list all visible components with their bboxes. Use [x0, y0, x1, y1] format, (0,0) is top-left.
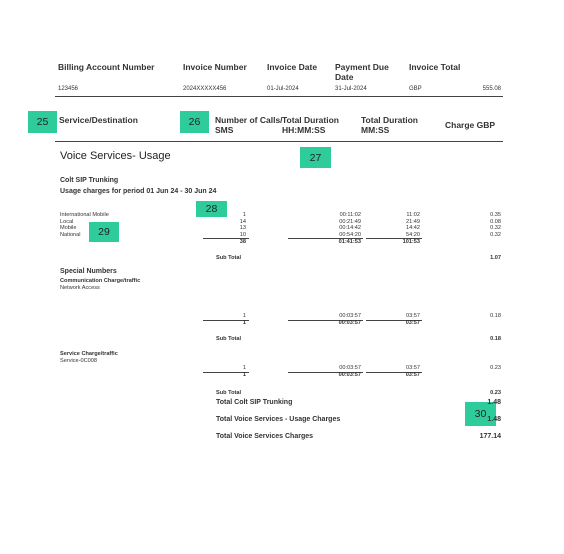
invoice-total: 555.08: [482, 86, 501, 92]
row-ms: 14:42: [406, 225, 420, 231]
special-total-calls: 1: [242, 320, 246, 326]
special-ms: 03:57: [406, 313, 420, 319]
service-hms: 00:03:57: [339, 365, 361, 371]
colt-calls-col: [230, 212, 246, 238]
row-calls: 10: [239, 231, 246, 238]
row-ms: 54:20: [406, 231, 420, 238]
special-charge: 0.18: [490, 313, 501, 319]
colt-row-names: [60, 212, 109, 238]
service-ms: 03:57: [406, 365, 420, 371]
special-row-name: Network Access: [60, 285, 100, 291]
header-divider: [55, 96, 503, 97]
marker-28: 28: [196, 201, 227, 217]
row-calls: 1: [242, 212, 246, 218]
payment-due-line1: Payment Due: [335, 62, 389, 72]
total-colt-value: 1.48: [487, 399, 501, 406]
billing-account-number-label: Billing Account Number: [58, 62, 155, 72]
col-ms-line1: Total Duration: [361, 115, 418, 125]
service-subtotal-label: Sub Total: [216, 390, 242, 396]
payment-due-line2: Date: [335, 72, 354, 82]
row-charge: 0.08: [490, 218, 501, 225]
colt-total-hms: 01:41:53: [338, 239, 361, 245]
colt-total-calls: 38: [239, 239, 246, 245]
col-calls-sms: [215, 115, 283, 135]
service-calls: 1: [242, 365, 246, 371]
total-voice-label: Total Voice Services Charges: [216, 433, 314, 440]
col-hms-line2: HH:MM:SS: [282, 125, 326, 135]
colt-title: Colt SIP Trunking: [60, 177, 119, 184]
special-total-hms: 00:03:57: [338, 320, 361, 326]
col-hms-line1: Total Duration: [282, 115, 339, 125]
row-name: Mobile: [60, 225, 77, 231]
row-calls: 14: [239, 218, 246, 225]
invoice-number-label: Invoice Number: [183, 62, 247, 72]
row-name: International Mobile: [60, 212, 109, 218]
colt-ms-col: [400, 212, 420, 238]
row-hms: 00:21:49: [339, 218, 361, 225]
currency: GBP: [409, 86, 422, 92]
row-charge: 0.32: [490, 231, 501, 238]
row-calls: 13: [239, 225, 246, 231]
marker-29: 29: [89, 222, 119, 242]
service-charge-title: Service Charge/traffic: [60, 351, 118, 357]
colt-period: Usage charges for period 01 Jun 24 - 30 Jun 24: [60, 188, 217, 195]
marker-25: 25: [28, 111, 57, 133]
service-total-calls: 1: [242, 372, 246, 378]
row-hms: 00:14:42: [339, 225, 361, 231]
payment-due-date-label: [335, 62, 389, 82]
special-total-ms: 03:57: [405, 320, 420, 326]
total-voice-value: 177.14: [479, 433, 501, 440]
row-ms: 21:49: [406, 218, 420, 225]
row-hms: 00:11:02: [339, 212, 361, 218]
col-calls-line1: Number of Calls/: [215, 115, 283, 125]
invoice-total-label: Invoice Total: [409, 62, 461, 72]
billing-account-number: 123456: [58, 86, 79, 92]
row-charge: 0.32: [490, 225, 501, 231]
special-title: Special Numbers: [60, 268, 117, 275]
total-usage-value: 1.48: [487, 416, 501, 423]
special-subtitle: Communication Charge/traffic: [60, 278, 141, 284]
invoice-date-label: Invoice Date: [267, 62, 318, 72]
invoice-date: 01-Jul-2024: [267, 86, 299, 92]
colt-total-ms: 101:53: [402, 239, 420, 245]
col-calls-line2: SMS: [215, 125, 234, 135]
marker-27: 27: [300, 147, 331, 168]
service-total-ms: 03:57: [405, 372, 420, 378]
service-charge-row-name: Service-0C008: [60, 358, 97, 364]
invoice-number: 2024XXXXX456: [183, 86, 227, 92]
service-total-hms: 00:03:57: [338, 372, 361, 378]
col-ms-line2: MM:SS: [361, 125, 390, 135]
row-name: Local: [60, 218, 74, 225]
total-usage-label: Total Voice Services - Usage Charges: [216, 416, 341, 423]
col-duration-ms: [361, 115, 418, 135]
row-name: National: [60, 231, 81, 238]
row-ms: 11:02: [406, 212, 420, 218]
col-duration-hms: [282, 115, 339, 135]
row-charge: 0.35: [490, 212, 501, 218]
special-subtotal: 0.18: [490, 336, 501, 342]
colt-hms-col: [330, 212, 361, 238]
marker-30: 30: [465, 402, 496, 426]
marker-26: 26: [180, 111, 209, 133]
colt-subtotal: 1.07: [490, 255, 501, 261]
col-charge: Charge GBP: [445, 120, 496, 130]
section-title: Voice Services- Usage: [60, 150, 171, 162]
row-hms: 00:54:20: [339, 231, 361, 238]
special-calls: 1: [242, 313, 246, 319]
colt-charge-col: [480, 212, 501, 238]
columns-divider: [55, 141, 503, 142]
colt-subtotal-label: Sub Total: [216, 255, 242, 261]
special-hms: 00:03:57: [339, 313, 361, 319]
payment-due-date: 31-Jul-2024: [335, 86, 367, 92]
col-service-destination: Service/Destination: [59, 115, 138, 125]
service-subtotal: 0.23: [490, 390, 501, 396]
special-subtotal-label: Sub Total: [216, 336, 242, 342]
total-colt-label: Total Colt SIP Trunking: [216, 399, 293, 406]
service-charge: 0.23: [490, 365, 501, 371]
